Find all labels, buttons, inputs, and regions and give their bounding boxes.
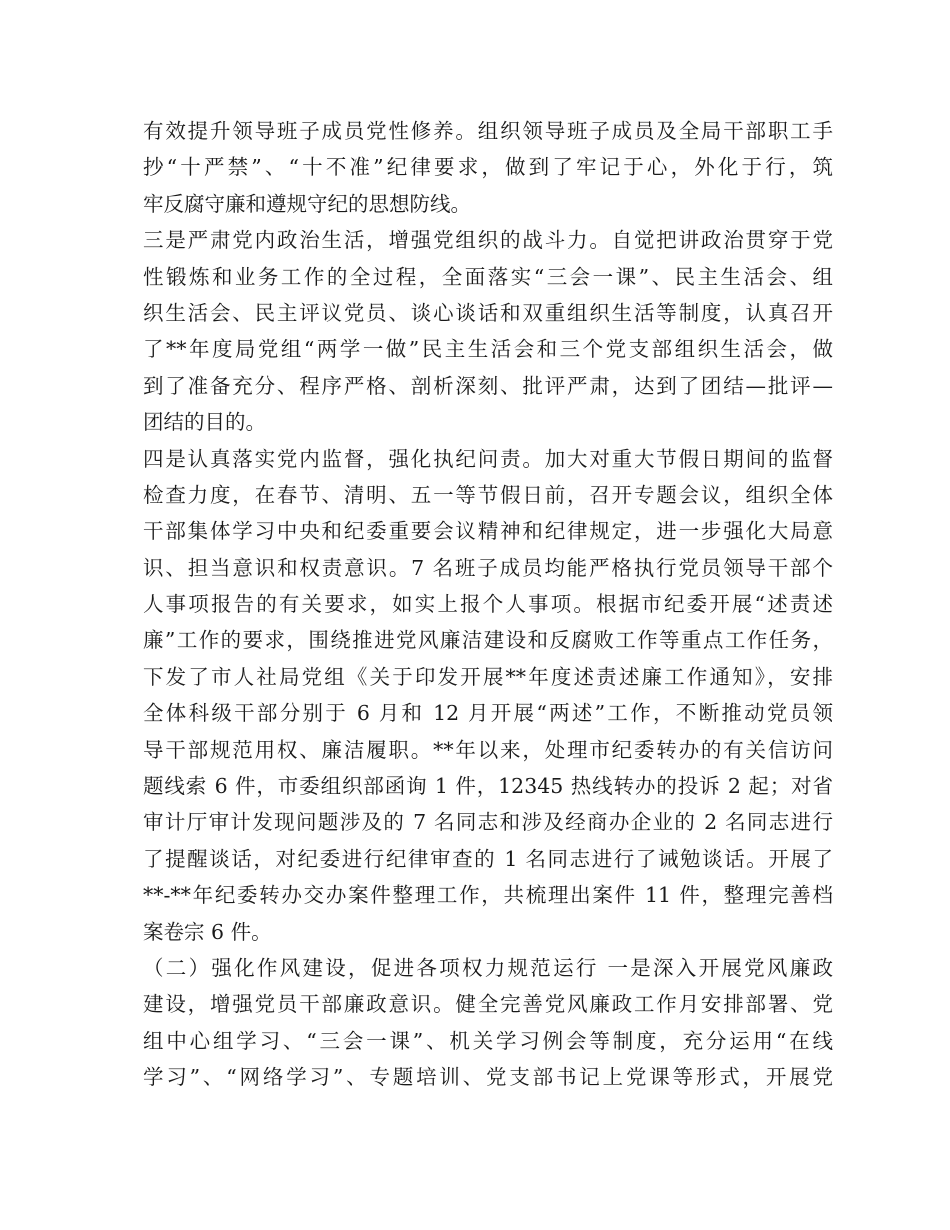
text-line: 性锻炼和业务工作的全过程，全面落实“三会一课”、民主生活会、组 bbox=[143, 264, 833, 289]
text-line: 学习”、“网络学习”、专题培训、党支部书记上党课等形式，开展党 bbox=[143, 1065, 833, 1090]
text-line: 下发了市人社局党组《关于印发开展**年度述责述廉工作通知》，安排 bbox=[143, 664, 833, 689]
text-line: 题线索 6 件，市委组织部函询 1 件，12345 热线转办的投诉 2 起；对省 bbox=[143, 774, 833, 799]
text-line: 四是认真落实党内监督，强化执纪问责。加大对重大节假日期间的监督 bbox=[143, 446, 833, 471]
text-line: 到了准备充分、程序严格、剖析深刻、批评严肃，达到了团结—批评— bbox=[143, 373, 833, 398]
text-line: 导干部规范用权、廉洁履职。**年以来，处理市纪委转办的有关信访问 bbox=[143, 737, 833, 762]
text-line: 组中心组学习、“三会一课”、机关学习例会等制度，充分运用“在线 bbox=[143, 1028, 833, 1053]
text-line: 了**年度局党组“两学一做”民主生活会和三个党支部组织生活会，做 bbox=[143, 337, 833, 362]
text-line: 建设，增强党员干部廉政意识。健全完善党风廉政工作月安排部署、党 bbox=[143, 992, 833, 1017]
text-line: 织生活会、民主评议党员、谈心谈话和双重组织生活等制度，认真召开 bbox=[143, 300, 833, 325]
text-line: 团结的目的。 bbox=[143, 410, 266, 435]
text-line: 牢反腐守廉和遵规守纪的思想防线。 bbox=[143, 191, 471, 216]
text-line: 识、担当意识和权责意识。7 名班子成员均能严格执行党员领导干部个 bbox=[143, 555, 833, 580]
text-line: 案卷宗 6 件。 bbox=[143, 919, 272, 944]
text-line: 抄“十严禁”、“十不准”纪律要求，做到了牢记于心，外化于行，筑 bbox=[143, 155, 833, 180]
text-line: 干部集体学习中央和纪委重要会议精神和纪律规定，进一步强化大局意 bbox=[143, 519, 833, 544]
text-line: 了提醒谈话，对纪委进行纪律审查的 1 名同志进行了诫勉谈话。开展了 bbox=[143, 846, 833, 871]
text-line: 检查力度，在春节、清明、五一等节假日前，召开专题会议，组织全体 bbox=[143, 482, 833, 507]
text-line: 审计厅审计发现问题涉及的 7 名同志和涉及经商办企业的 2 名同志进行 bbox=[143, 810, 833, 835]
body-text bbox=[143, 113, 833, 1096]
text-line: **-**年纪委转办交办案件整理工作，共梳理出案件 11 件，整理完善档 bbox=[143, 883, 833, 908]
text-line: 三是严肃党内政治生活，增强党组织的战斗力。自觉把讲政治贯穿于党 bbox=[143, 228, 833, 253]
text-line: 有效提升领导班子成员党性修养。组织领导班子成员及全局干部职工手 bbox=[143, 119, 833, 143]
text-line: （二）强化作风建设，促进各项权力规范运行 一是深入开展党风廉政 bbox=[143, 955, 833, 980]
text-line: 全体科级干部分别于 6 月和 12 月开展“两述”工作，不断推动党员领 bbox=[143, 701, 833, 726]
text-line: 人事项报告的有关要求，如实上报个人事项。根据市纪委开展“述责述 bbox=[143, 592, 833, 617]
text-line: 廉”工作的要求，围绕推进党风廉洁建设和反腐败工作等重点工作任务， bbox=[143, 628, 833, 653]
